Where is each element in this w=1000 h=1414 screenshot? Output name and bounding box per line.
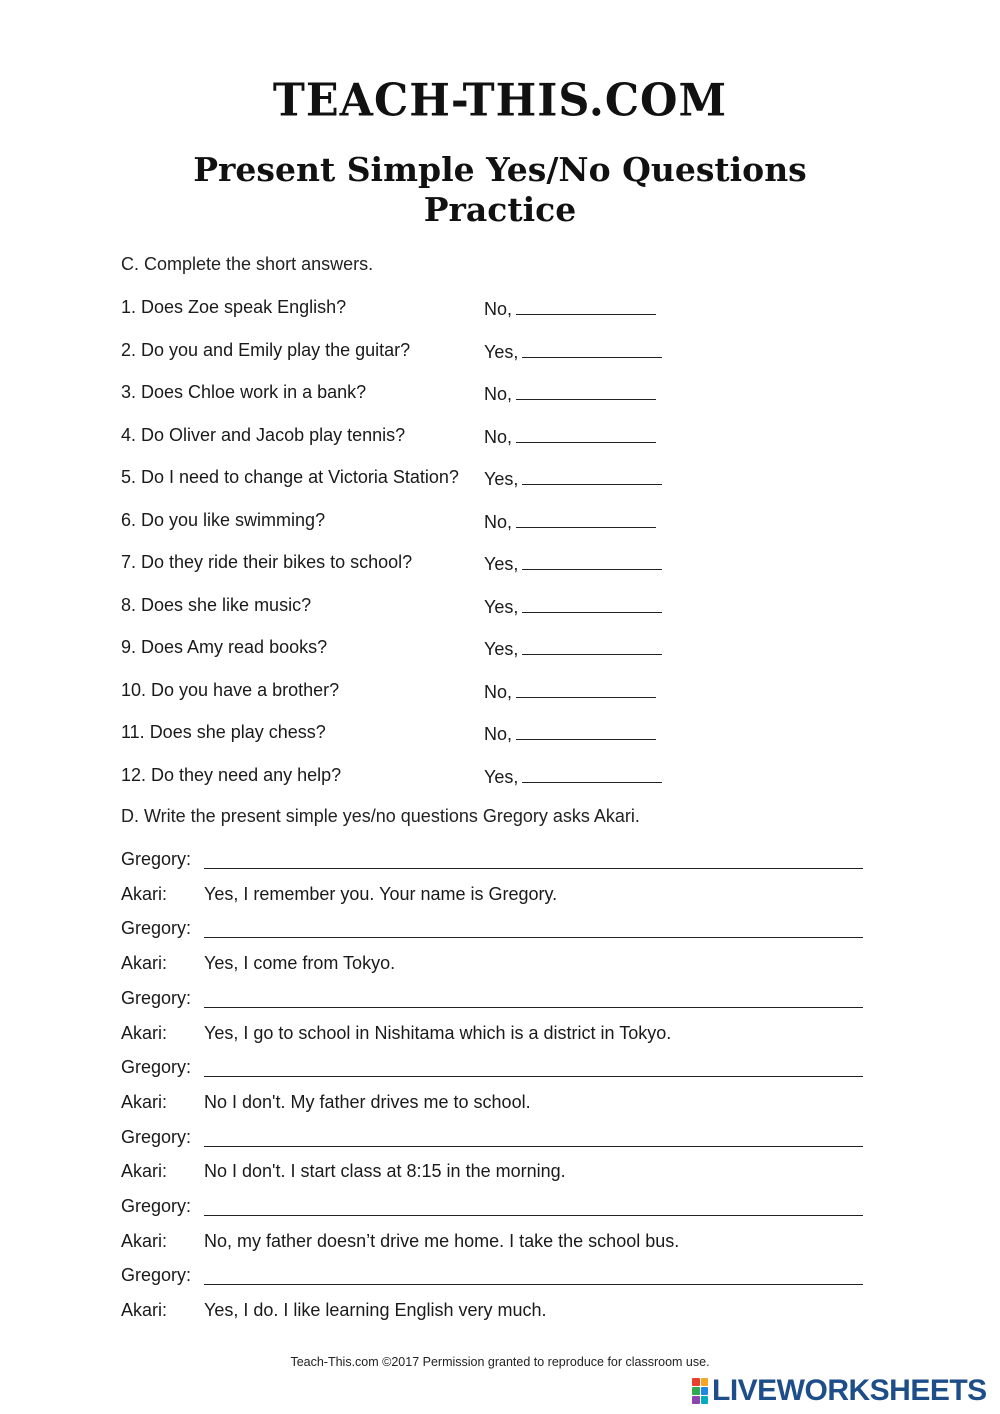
answer-blank[interactable]: [516, 509, 656, 528]
answer-word: Yes,: [484, 766, 519, 787]
speaker-label: Akari:: [121, 1300, 168, 1321]
answer-word: No,: [484, 426, 513, 447]
answer-blank[interactable]: [516, 424, 656, 443]
answer-blank[interactable]: [522, 594, 662, 613]
dialogue-row: [121, 1299, 863, 1325]
answer-word: Yes,: [484, 554, 519, 574]
question-answer-line[interactable]: [204, 937, 863, 938]
question-row: [121, 721, 681, 747]
speaker-label: Gregory:: [121, 1057, 192, 1078]
question-text: 10. Do you have a brother?: [121, 679, 340, 700]
answer-blank[interactable]: [522, 339, 662, 358]
dialogue-row: [121, 1264, 863, 1290]
question-text: 8. Does she like music?: [121, 594, 312, 615]
dialogue-text: No, my father doesn’t drive me home. I take the school bus.: [204, 1230, 680, 1251]
answer-blank[interactable]: [516, 721, 656, 740]
answer-prompt: [484, 551, 662, 575]
logo-tile: [701, 1396, 709, 1404]
dialogue-row: [121, 1056, 863, 1082]
question-text: 1. Does Zoe speak English?: [121, 297, 347, 317]
answer-word: No,: [484, 384, 513, 404]
answer-prompt: [484, 339, 662, 363]
question-row: [121, 466, 681, 492]
logo-tile: [692, 1387, 700, 1395]
answer-blank[interactable]: [522, 764, 662, 783]
question-row: [121, 679, 681, 705]
dialogue-row: [121, 883, 863, 909]
answer-word: No,: [484, 724, 513, 744]
question-text: 11. Does she play chess?: [121, 722, 326, 742]
liveworksheets-logo-text: LIVEWORKSHEETS: [712, 1374, 987, 1407]
answer-blank[interactable]: [522, 466, 662, 485]
question-text: 6. Do you like swimming?: [121, 509, 326, 530]
speaker-label: Gregory:: [121, 1196, 192, 1216]
answer-prompt: [484, 466, 662, 490]
speaker-label: Gregory:: [121, 918, 192, 939]
question-row: [121, 339, 681, 365]
question-row: [121, 424, 681, 450]
dialogue-row: [121, 1091, 863, 1117]
dialogue-text: No I don't. My father drives me to school.: [204, 1091, 531, 1112]
question-answer-line[interactable]: [204, 1007, 863, 1008]
question-row: [121, 764, 681, 790]
footer-copyright: Teach-This.com ©2017 Permission granted to reproduce for classroom use.: [290, 1355, 710, 1369]
site-title: TEACH-THIS.COM: [272, 74, 728, 128]
liveworksheets-logo[interactable]: [692, 1376, 987, 1406]
question-answer-line[interactable]: [204, 1076, 863, 1077]
dialogue-text: Yes, I do. I like learning English very much.: [204, 1300, 547, 1321]
dialogue-row: [121, 1160, 863, 1186]
answer-blank[interactable]: [522, 636, 662, 655]
speaker-label: Akari:: [121, 1091, 168, 1112]
answer-word: Yes,: [484, 469, 519, 489]
question-text: 3. Does Chloe work in a bank?: [121, 382, 367, 402]
question-answer-line[interactable]: [204, 1146, 863, 1147]
question-text: 9. Does Amy read books?: [121, 637, 328, 657]
answer-prompt: [484, 296, 656, 320]
speaker-label: Akari:: [121, 883, 168, 904]
answer-prompt: [484, 636, 662, 660]
worksheet-title-line-1: Present Simple Yes/No Questions: [193, 150, 807, 189]
question-row: [121, 381, 681, 407]
answer-word: Yes,: [484, 341, 519, 362]
answer-blank[interactable]: [516, 296, 656, 315]
question-text: 12. Do they need any help?: [121, 764, 342, 785]
question-text: 5. Do I need to change at Victoria Station?: [121, 467, 459, 487]
liveworksheets-logo-icon: [692, 1378, 708, 1404]
answer-blank[interactable]: [516, 679, 656, 698]
dialogue-text: Yes, I come from Tokyo.: [204, 953, 396, 974]
speaker-label: Akari:: [121, 1161, 168, 1182]
answer-word: No,: [484, 681, 513, 702]
answer-prompt: [484, 381, 656, 405]
question-text: 4. Do Oliver and Jacob play tennis?: [121, 424, 406, 445]
speaker-label: Akari:: [121, 1230, 168, 1251]
section-c-instruction: C. Complete the short answers.: [121, 254, 374, 274]
worksheet-title-line-2: Practice: [423, 190, 577, 229]
logo-tile: [701, 1378, 709, 1386]
question-row: [121, 509, 681, 535]
dialogue-text: No I don't. I start class at 8:15 in the morning.: [204, 1161, 566, 1182]
dialogue-row: [121, 848, 863, 874]
question-row: [121, 594, 681, 620]
answer-prompt: [484, 764, 662, 788]
answer-prompt: [484, 721, 656, 745]
dialogue-text: Yes, I remember you. Your name is Gregory.: [204, 883, 558, 904]
question-answer-line[interactable]: [204, 1284, 863, 1285]
answer-prompt: [484, 594, 662, 618]
speaker-label: Gregory:: [121, 1265, 192, 1286]
question-text: 7. Do they ride their bikes to school?: [121, 552, 413, 572]
speaker-label: Gregory:: [121, 849, 192, 869]
dialogue-row: [121, 1022, 863, 1048]
section-d-instruction: D. Write the present simple yes/no questions Gregory asks Akari.: [121, 806, 640, 826]
question-answer-line[interactable]: [204, 1215, 863, 1216]
dialogue-row: [121, 952, 863, 978]
worksheet-title: [0, 150, 1000, 230]
logo-tile: [701, 1387, 709, 1395]
speaker-label: Akari:: [121, 1022, 168, 1043]
answer-word: Yes,: [484, 639, 519, 659]
dialogue-row: [121, 1126, 863, 1152]
dialogue-row: [121, 1230, 863, 1256]
question-row: [121, 551, 681, 577]
answer-word: Yes,: [484, 596, 519, 617]
answer-word: No,: [484, 299, 513, 319]
answer-prompt: [484, 509, 656, 533]
dialogue-text: Yes, I go to school in Nishitama which is a district in Tokyo.: [204, 1022, 672, 1043]
answer-prompt: [484, 424, 656, 448]
logo-tile: [692, 1396, 700, 1404]
speaker-label: Akari:: [121, 953, 168, 974]
question-row: [121, 636, 681, 662]
answer-blank[interactable]: [516, 381, 656, 400]
answer-prompt: [484, 679, 656, 703]
answer-blank[interactable]: [522, 551, 662, 570]
question-answer-line[interactable]: [204, 868, 863, 869]
dialogue-row: [121, 917, 863, 943]
dialogue-row: [121, 987, 863, 1013]
speaker-label: Gregory:: [121, 987, 192, 1008]
question-text: 2. Do you and Emily play the guitar?: [121, 339, 411, 360]
logo-tile: [692, 1378, 700, 1386]
question-row: [121, 296, 681, 322]
dialogue-row: [121, 1195, 863, 1221]
answer-word: No,: [484, 511, 513, 532]
speaker-label: Gregory:: [121, 1126, 192, 1147]
